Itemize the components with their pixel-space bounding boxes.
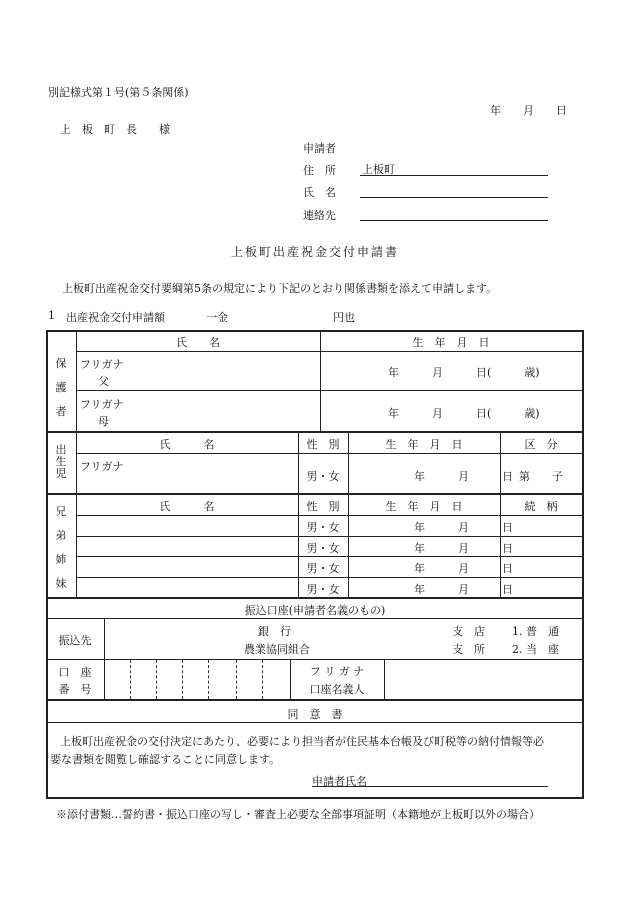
bank-label: 銀 行 — [258, 625, 291, 638]
account-number-label-2: 番 号 — [58, 683, 92, 696]
form-label: 別記様式第１号(第５条関係) — [48, 86, 189, 99]
consent-text-1: 上板町出産祝金の交付決定にあたり、必要により担当者が住民基本台帳及び町税等の納付情報等必 — [60, 735, 544, 748]
bank-dest-label: 振込先 — [58, 634, 92, 647]
sibling-4-birth[interactable]: 年 月 日 — [414, 583, 513, 596]
newborn-furigana: フリガナ — [80, 460, 124, 473]
siblings-col-relation: 続 柄 — [524, 500, 558, 513]
sibling-3-birth[interactable]: 年 月 日 — [414, 562, 513, 575]
branch-label: 支 店 — [452, 625, 485, 638]
newborn-birth[interactable]: 年 月 日 — [414, 470, 513, 483]
father-furigana: フリガナ — [80, 358, 124, 371]
sibling-1-gender[interactable]: 男・女 — [306, 521, 340, 534]
contact-label: 連絡先 — [303, 209, 336, 222]
newborn-class[interactable]: 第 子 — [519, 470, 563, 483]
address-line — [360, 175, 548, 176]
addressee: 上 板 町 長 様 — [60, 123, 170, 136]
newborn-section-label: 出 生 児 — [55, 443, 67, 480]
footnote: ※添付書類…誓約書・振込口座の写し・審査上必要な全部事項証明（本籍地が上板町以外の場合） — [56, 808, 540, 821]
sibling-4-gender[interactable]: 男・女 — [306, 583, 340, 596]
newborn-col-gender: 性 別 — [306, 438, 340, 451]
father-birth[interactable]: 年 月 日( 歳) — [388, 366, 540, 379]
siblings-col-birth: 生 年 月 日 — [385, 500, 463, 513]
office-label: 支 所 — [452, 643, 485, 656]
newborn-col-name: 氏 名 — [159, 438, 215, 451]
holder-furigana-label: フ リ ガ ナ — [309, 665, 365, 678]
siblings-col-name: 氏 名 — [159, 500, 215, 513]
signature-field[interactable] — [312, 786, 548, 787]
mother-birth[interactable]: 年 月 日( 歳) — [388, 407, 540, 420]
consent-heading: 同 意 書 — [287, 708, 343, 721]
intro-text: 上板町出産祝金交付要綱第5条の規定により下記のとおり関係書類を添えて申請します。 — [62, 282, 498, 295]
sibling-1-birth[interactable]: 年 月 日 — [414, 521, 513, 534]
account-type-ordinary[interactable]: 1. 普 通 — [512, 625, 559, 638]
name-label: 氏 名 — [303, 186, 336, 199]
item1-label: 出産祝金交付申請額 — [66, 311, 165, 324]
address-value[interactable]: 上板町 — [362, 163, 395, 176]
sibling-2-birth[interactable]: 年 月 日 — [414, 542, 513, 555]
siblings-col-gender: 性 別 — [306, 500, 340, 513]
bank-heading: 振込口座(申請者名義のもの) — [244, 604, 386, 617]
item1-number: 1 — [48, 309, 55, 322]
holder-label: 口座名義人 — [309, 683, 365, 696]
newborn-gender[interactable]: 男・女 — [306, 470, 340, 483]
address-label: 住 所 — [303, 164, 336, 177]
coop-label: 農業協同組合 — [244, 643, 310, 656]
guardian-col-birth: 生 年 月 日 — [412, 336, 490, 349]
guardian-section-label: 保 護 者 — [55, 357, 67, 418]
signature-label: 申請者氏名 — [312, 775, 367, 788]
siblings-section-label: 兄 弟 姉 妹 — [55, 505, 67, 590]
date-line[interactable]: 年 月 日 — [490, 104, 567, 117]
account-number-label-1: 口 座 — [58, 666, 92, 679]
account-type-current[interactable]: 2. 当 座 — [512, 643, 559, 656]
newborn-col-birth: 生 年 月 日 — [385, 438, 463, 451]
form-title: 上板町出産祝金交付申請書 — [230, 245, 399, 259]
account-number-field[interactable] — [130, 662, 131, 663]
mother-furigana: フリガナ — [80, 398, 124, 411]
guardian-col-name: 氏 名 — [176, 336, 220, 349]
newborn-col-class: 区 分 — [524, 438, 558, 451]
sibling-3-gender[interactable]: 男・女 — [306, 562, 340, 575]
contact-field[interactable] — [360, 220, 548, 221]
item1-suffix: 円也 — [333, 311, 355, 324]
consent-text-2: 要な書類を閲覧し確認することに同意します。 — [50, 753, 281, 766]
sibling-2-gender[interactable]: 男・女 — [306, 542, 340, 555]
item1-prefix: 一金 — [206, 311, 228, 324]
mother-label: 母 — [98, 415, 109, 428]
name-field[interactable] — [360, 197, 548, 198]
applicant-heading: 申請者 — [303, 142, 336, 155]
father-label: 父 — [98, 375, 109, 388]
